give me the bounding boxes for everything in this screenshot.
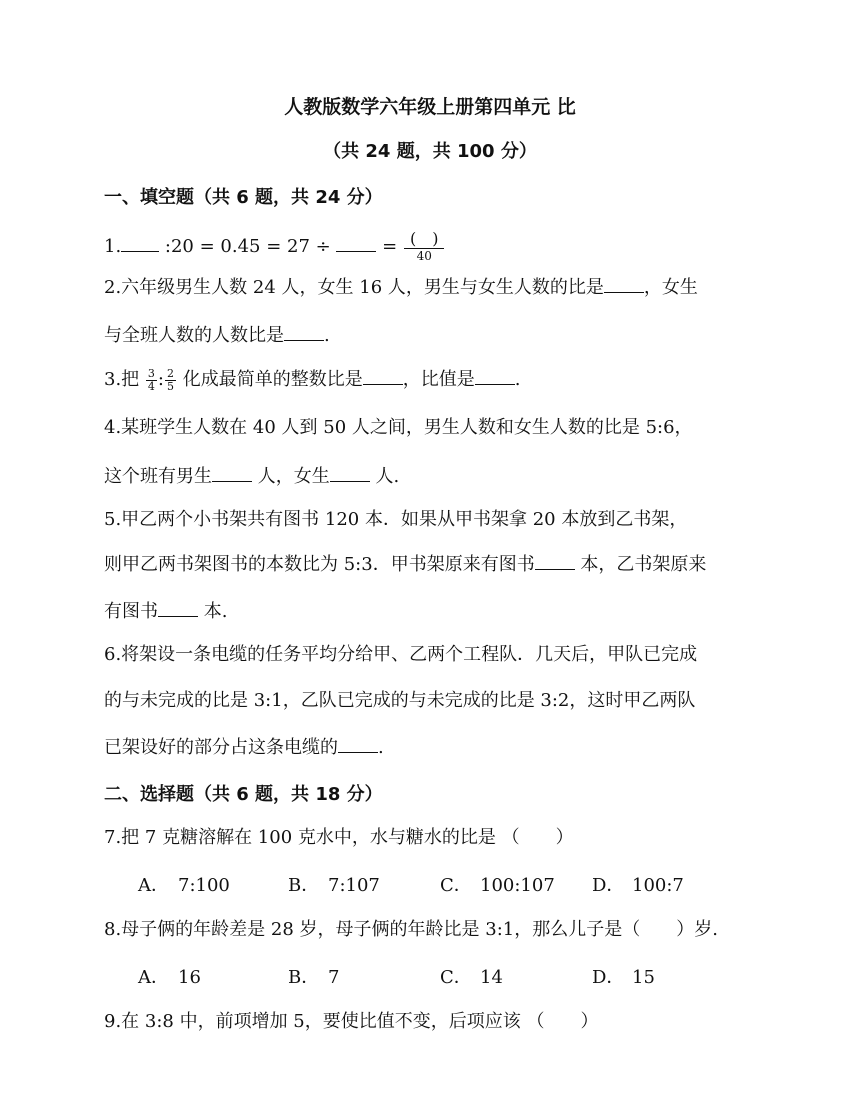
option-a [138, 963, 201, 989]
option-label: C． [440, 967, 472, 988]
question-text: 的与未完成的比是 3:1，乙队已完成的与未完成的比是 3:2，这时甲乙两队 [104, 690, 696, 711]
question-5-line-2 [104, 551, 706, 578]
question-text: . [378, 737, 384, 758]
question-text: :20 = 0.45 = 27 ÷ [159, 236, 337, 257]
answer-blank [535, 551, 575, 570]
fraction [165, 368, 176, 393]
question-text: 已架设好的部分占这条电缆的 [104, 737, 338, 758]
question-text: 与全班人数的人数比是 [104, 325, 284, 346]
answer-blank [121, 233, 159, 252]
ratio-colon: : [157, 369, 164, 390]
question-text: 9.在 3:8 中，前项增加 5，要使比值不变，后项应该 （ ） [104, 1011, 599, 1032]
option-label: B． [288, 875, 320, 896]
option-label: D． [592, 875, 625, 896]
option-value: 7 [328, 967, 340, 988]
option-value: 14 [480, 967, 503, 988]
fraction-numerator: ( ) [404, 230, 445, 249]
option-label: B． [288, 967, 320, 988]
question-text: . [324, 325, 330, 346]
answer-blank [604, 274, 644, 293]
answer-blank [284, 322, 324, 341]
answer-blank [336, 233, 376, 252]
answer-blank [338, 734, 378, 753]
option-value: 15 [632, 967, 655, 988]
question-text: . [514, 369, 521, 390]
question-6-line-3 [104, 734, 384, 761]
fraction-blank [404, 230, 445, 264]
question-text: 5.甲乙两个小书架共有图书 120 本．如果从甲书架拿 20 本放到乙书架， [104, 509, 688, 530]
question-text: ，比值是 [402, 369, 475, 390]
question-text: 人，女生 [252, 466, 330, 487]
question-6-line-1 [104, 642, 697, 668]
fraction-denominator: 40 [416, 249, 432, 263]
question-2-line-2 [104, 322, 330, 349]
question-7 [104, 825, 574, 851]
question-3 [104, 366, 520, 393]
option-value: 100:107 [480, 875, 555, 896]
question-text: 7.把 7 克糖溶解在 100 克水中，水与糖水的比是 （ ） [104, 827, 574, 848]
question-9 [104, 1009, 598, 1035]
option-label: A． [138, 875, 169, 896]
question-4-line-2 [104, 463, 399, 490]
question-text: = [376, 236, 403, 257]
option-value: 100:7 [632, 875, 684, 896]
option-value: 7:100 [178, 875, 230, 896]
question-text: 本. [198, 601, 228, 622]
question-text: 有图书 [104, 601, 158, 622]
fraction-numerator: 2 [166, 366, 174, 380]
question-text: 这个班有男生 [104, 466, 212, 487]
question-text: 化成最简单的整数比是 [176, 369, 363, 390]
question-text: 3.把 [104, 369, 145, 390]
question-2-line-1 [104, 274, 698, 301]
question-text: 8.母子俩的年龄差是 28 岁，母子俩的年龄比是 3:1，那么儿子是（ ）岁. [104, 919, 718, 940]
option-label: A． [138, 967, 169, 988]
question-text: ，女生 [643, 277, 698, 298]
fraction-denominator: 4 [147, 379, 155, 393]
option-d [592, 963, 655, 989]
question-text: 人. [369, 466, 400, 487]
section-heading-fill-blank: 一、填空题（共 6 题，共 24 分） [104, 187, 383, 208]
option-label: D． [592, 967, 625, 988]
option-a [138, 871, 230, 897]
option-b [288, 963, 339, 989]
fraction-numerator: 3 [147, 366, 155, 380]
question-6-line-2 [104, 688, 695, 714]
fraction [146, 368, 157, 393]
answer-blank [158, 598, 198, 617]
question-text: 6.将架设一条电缆的任务平均分给甲、乙两个工程队．几天后，甲队已完成 [104, 644, 698, 665]
option-label: C． [440, 875, 472, 896]
answer-blank [363, 366, 403, 385]
option-d [592, 871, 684, 897]
option-b [288, 871, 380, 897]
question-text: 2.六年级男生人数 24 人，女生 16 人，男生与女生人数的比是 [104, 277, 604, 298]
answer-blank [475, 366, 515, 385]
question-4-line-1 [104, 415, 693, 441]
fraction-denominator: 5 [166, 379, 174, 393]
section-heading-multiple-choice: 二、选择题（共 6 题，共 18 分） [104, 784, 383, 805]
option-c [440, 963, 503, 989]
page-title: 人教版数学六年级上册第四单元 比 [284, 96, 576, 118]
question-8 [104, 917, 718, 943]
option-value: 16 [178, 967, 201, 988]
question-text: 4.某班学生人数在 40 人到 50 人之间，男生人数和女生人数的比是 5:6， [104, 417, 693, 438]
question-number: 1. [104, 236, 122, 257]
answer-blank [212, 463, 252, 482]
question-1 [104, 230, 445, 264]
answer-blank [330, 463, 370, 482]
option-c [440, 871, 555, 897]
question-text: 则甲乙两书架图书的本数比为 5:3．甲书架原来有图书 [104, 554, 535, 575]
question-text: 本，乙书架原来 [574, 554, 707, 575]
question-5-line-1 [104, 507, 687, 533]
question-5-line-3 [104, 598, 227, 625]
option-value: 7:107 [328, 875, 380, 896]
page-subtitle: （共 24 题，共 100 分） [323, 141, 537, 162]
